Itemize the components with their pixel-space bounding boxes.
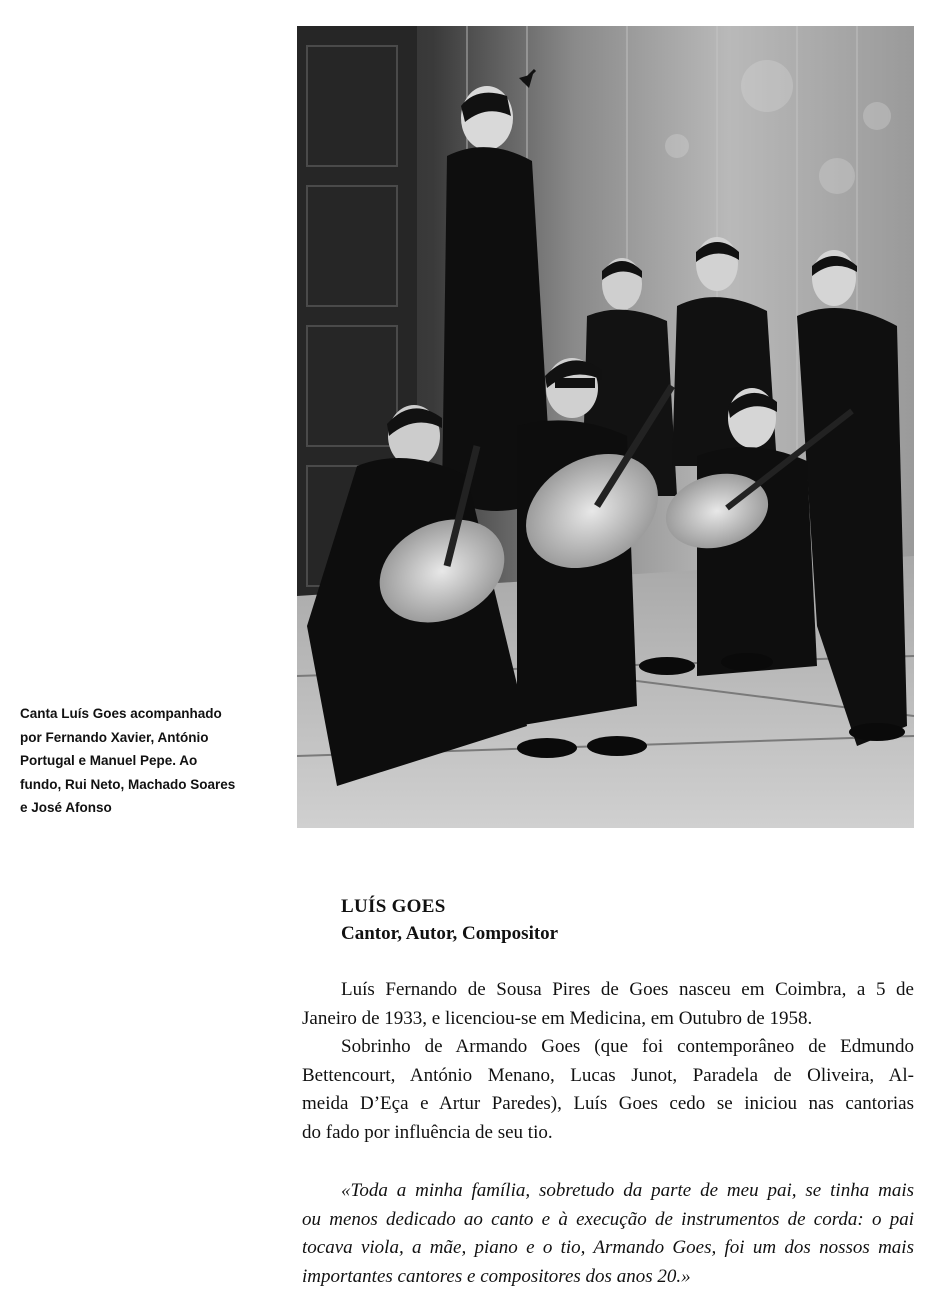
paragraph-1 <box>302 976 914 1033</box>
section-heading <box>341 893 558 947</box>
caption-line: e José Afonso <box>20 800 112 815</box>
text-line: meida D’Eça e Artur Paredes), Luís Goes cedo se iniciou nas cantorias <box>302 1093 914 1115</box>
quote-line: tocava viola, a mãe, piano e o tio, Armando Goes, foi um dos nossos mais <box>302 1237 914 1259</box>
text-line: Sobrinho de Armando Goes (que foi contemporâneo de Edmundo <box>341 1036 914 1058</box>
caption-line: Portugal e Manuel Pepe. Ao <box>20 753 198 768</box>
photo-caption <box>20 702 260 820</box>
quote-line: ou menos dedicado ao canto e à execução de instrumentos de corda: o pai <box>302 1208 914 1230</box>
text-line: do fado por influência de seu tio. <box>302 1121 553 1143</box>
text-line: Bettencourt, António Menano, Lucas Junot, Paradela de Oliveira, Al- <box>302 1064 914 1086</box>
paragraph-2 <box>302 1033 914 1147</box>
caption-line: por Fernando Xavier, António <box>20 729 209 745</box>
photograph-illustration <box>297 26 914 828</box>
artist-name: LUÍS GOES <box>341 896 446 917</box>
quote-line: «Toda a minha família, sobretudo da parte de meu pai, se tinha mais <box>341 1180 914 1201</box>
text-line: Janeiro de 1933, e licenciou-se em Medicina, em Outubro de 1958. <box>302 1007 813 1029</box>
quote-line: importantes cantores e compositores dos anos 20.» <box>302 1265 691 1287</box>
caption-line: Canta Luís Goes acompanhado <box>20 706 222 721</box>
biography-text <box>302 976 914 1148</box>
quotation <box>302 1177 914 1291</box>
artist-role: Cantor, Autor, Compositor <box>341 923 559 944</box>
group-photograph <box>297 26 914 828</box>
caption-line: fundo, Rui Neto, Machado Soares <box>20 776 236 792</box>
text-line: Luís Fernando de Sousa Pires de Goes nasceu em Coimbra, a 5 de <box>341 979 914 1000</box>
